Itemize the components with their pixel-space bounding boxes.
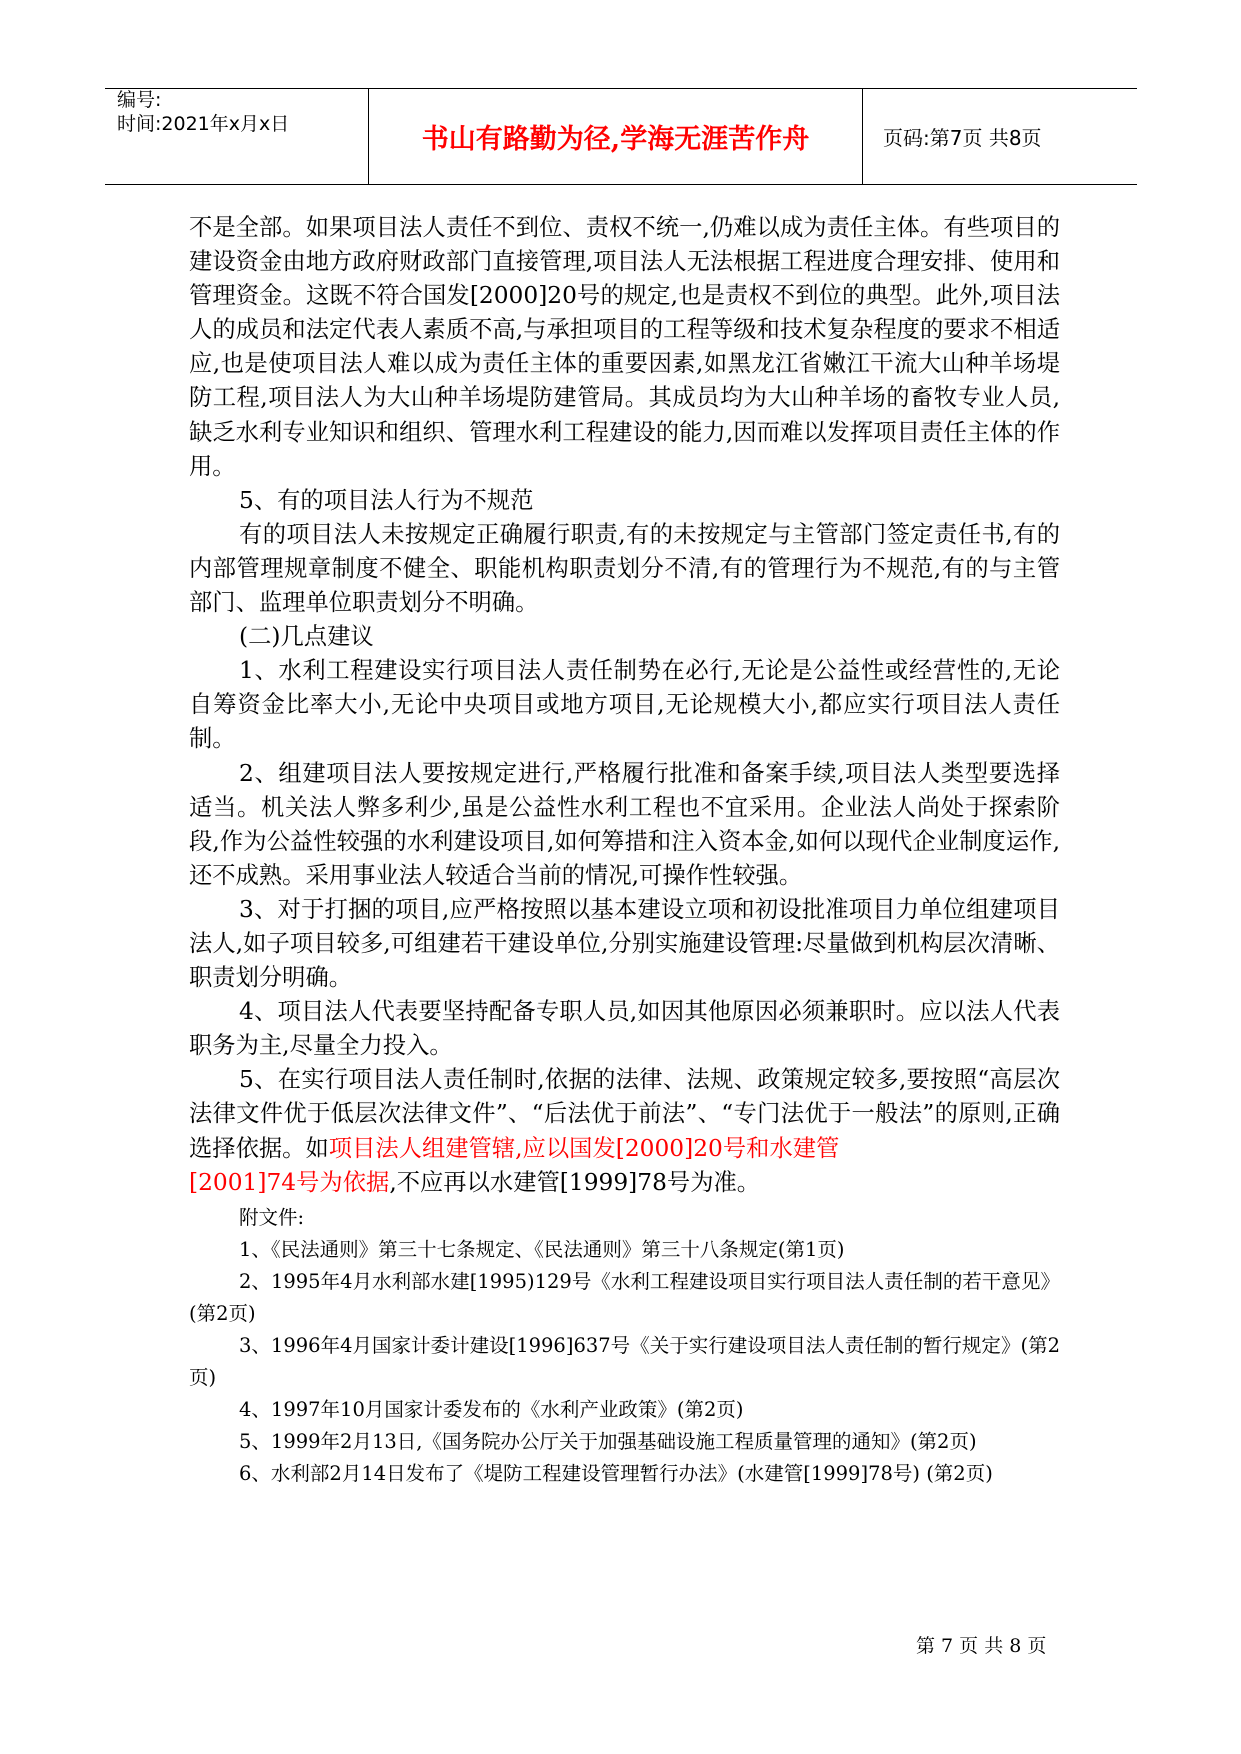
suggestion-1: 1、水利工程建设实行项目法人责任制势在必行,无论是公益性或经营性的,无论自筹资金比率大小,无论中央项目或地方项目,无论规模大小,都应实行项目法人责任制。: [189, 657, 1060, 753]
paragraph: 有的项目法人未按规定正确履行职责,有的未按规定与主管部门签定责任书,有的内部管理规章制度不健全、职能机构职责划分不清,有的管理行为不规范,有的与主管部门、监理单位职责划分不明确。: [189, 520, 1060, 617]
section-heading: (二)几点建议: [239, 623, 374, 651]
section-heading: 5、有的项目法人行为不规范: [239, 486, 534, 514]
suggestion-5: [189, 1063, 1060, 1165]
suggestion-5-cont: [189, 1166, 1060, 1200]
footer-page-number: 第 7 页 共 8 页: [916, 1635, 1047, 1657]
header-meta-cell: [105, 89, 369, 184]
attachments-title: 附文件:: [239, 1205, 305, 1229]
header-motto: 书山有路勤为径,学海无涯苦作舟: [369, 89, 863, 184]
document-body: [189, 211, 1060, 1490]
time-label: 时间:2021年x月x日: [117, 113, 290, 135]
header-table: [105, 88, 1137, 185]
number-label: 编号:: [117, 89, 162, 111]
attachment-item: 5、1999年2月13日,《国务院办公厅关于加强基础设施工程质量管理的通知》(第2页): [239, 1429, 977, 1453]
attachment-item: 4、1997年10月国家计委发布的《水利产业政策》(第2页): [239, 1397, 744, 1421]
attachment-item: 2、1995年4月水利部水建[1995)129号《水利工程建设项目实行项目法人责任制的若干意见》(第2页): [189, 1269, 1060, 1325]
paragraph: 不是全部。如果项目法人责任不到位、责权不统一,仍难以成为责任主体。有些项目的建设资金由地方政府财政部门直接管理,项目法人无法根据工程进度合理安排、使用和管理资金。这既不符合国发[2000]20号的规定,也是责权不到位的典型。此外,项目法人的成员和法定代表人素质不高,与承担项目的工程等级和技术复杂程度的要求不相适应,也是使项目法人难以成为责任主体的重要因素,如黑龙江省嫩江干流大山种羊场堤防工程,项目法人为大山种羊场堤防建管局。其成员均为大山种羊场的畜牧专业人员,缺乏水利专业知识和组织、管理水利工程建设的能力,因而难以发挥项目责任主体的作用。: [189, 214, 1060, 480]
suggestion-5-end: ,不应再以水建管[1999]78号为准。: [389, 1168, 761, 1196]
highlighted-basis-cont: [2001]74号为依据: [189, 1168, 390, 1196]
highlighted-basis: 项目法人组建管辖,应以国发[2000]20号和水建管: [328, 1134, 840, 1162]
suggestion-2: 2、组建项目法人要按规定进行,严格履行批准和备案手续,项目法人类型要选择适当。机关法人弊多利少,虽是公益性水利工程也不宜采用。企业法人尚处于探索阶段,作为公益性较强的水利建设项目,如何筹措和注入资本金,如何以现代企业制度运作,还不成熟。采用事业法人较适合当前的情况,可操作性较强。: [189, 759, 1060, 889]
attachment-item: 6、水利部2月14日发布了《堤防工程建设管理暂行办法》(水建管[1999]78号) (第2页): [239, 1461, 993, 1485]
attachment-item: 1、《民法通则》第三十七条规定、《民法通则》第三十八条规定(第1页): [239, 1237, 845, 1261]
suggestion-5-text: 5、在实行项目法人责任制时,依据的法律、法规、政策规定较多,要按照“高层次法律文件优于低层次法律文件”、“后法优于前法”、“专门法优于一般法”的原则,正确选择依据。如: [189, 1066, 1060, 1162]
attachment-item: 3、1996年4月国家计委计建设[1996]637号《关于实行建设项目法人责任制的暂行规定》(第2页): [189, 1333, 1060, 1389]
suggestion-4: 4、项目法人代表要坚持配备专职人员,如因其他原因必须兼职时。应以法人代表职务为主,尽量全力投入。: [189, 998, 1060, 1060]
suggestion-3: 3、对于打捆的项目,应严格按照以基本建设立项和初设批准项目力单位组建项目法人,如子项目较多,可组建若干建设单位,分别实施建设管理:尽量做到机构层次清晰、职责划分明确。: [189, 895, 1060, 992]
header-page-label: 页码:第7页 共8页: [883, 126, 1042, 150]
